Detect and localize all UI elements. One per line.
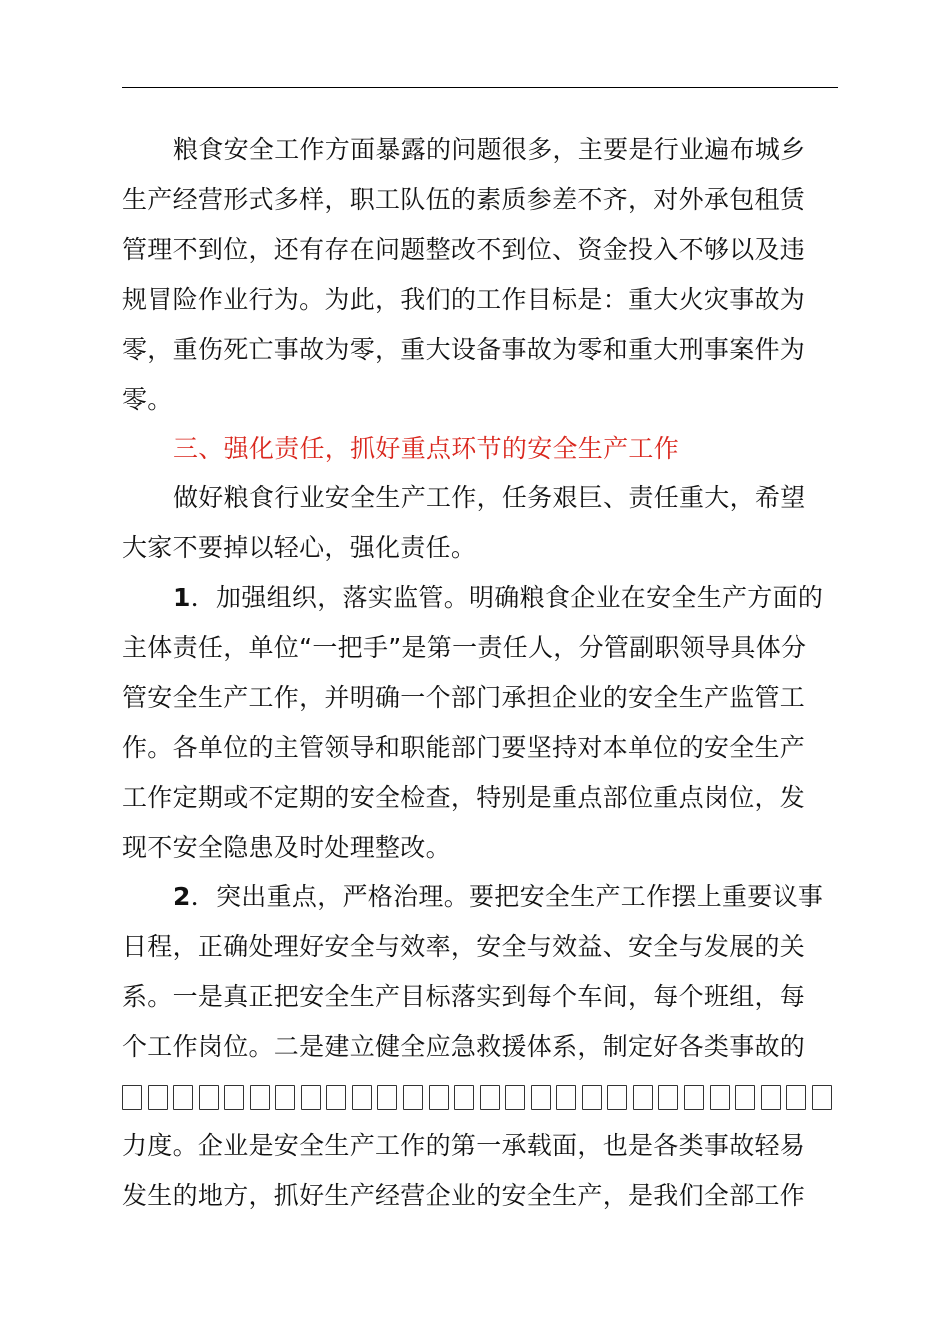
item-number: 2 bbox=[173, 882, 191, 911]
missing-glyph-box bbox=[582, 1085, 602, 1110]
item-text: ．加强组织，落实监管。明确粮食企业在安全生产方面的 bbox=[190, 583, 824, 612]
missing-glyph-box bbox=[429, 1085, 449, 1110]
missing-glyph-box bbox=[173, 1085, 193, 1110]
missing-glyph-box bbox=[403, 1085, 423, 1110]
missing-glyph-box bbox=[761, 1085, 781, 1110]
obscured-text-row bbox=[122, 1080, 832, 1114]
body-line: 工作定期或不定期的安全检查，特别是重点部位重点岗位，发 bbox=[122, 783, 806, 812]
missing-glyph-box bbox=[710, 1085, 730, 1110]
header-rule bbox=[122, 87, 838, 88]
missing-glyph-box bbox=[786, 1085, 806, 1110]
missing-glyph-box bbox=[250, 1085, 270, 1110]
list-item-2-heading bbox=[173, 880, 903, 914]
missing-glyph-box bbox=[735, 1085, 755, 1110]
body-line: 作。各单位的主管领导和职能部门要坚持对本单位的安全生产 bbox=[122, 733, 806, 762]
missing-glyph-box bbox=[454, 1085, 474, 1110]
body-line: 管安全生产工作，并明确一个部门承担企业的安全生产监管工 bbox=[122, 683, 806, 712]
body-line: 发生的地方，抓好生产经营企业的安全生产，是我们全部工作 bbox=[122, 1181, 806, 1210]
missing-glyph-box bbox=[148, 1085, 168, 1110]
missing-glyph-box bbox=[505, 1085, 525, 1110]
missing-glyph-box bbox=[480, 1085, 500, 1110]
body-line: 零。 bbox=[122, 385, 173, 414]
body-line: 系。一是真正把安全生产目标落实到每个车间，每个班组，每 bbox=[122, 982, 806, 1011]
missing-glyph-box bbox=[658, 1085, 678, 1110]
body-line: 管理不到位，还有存在问题整改不到位、资金投入不够以及违 bbox=[122, 235, 806, 264]
body-line: 个工作岗位。二是建立健全应急救援体系，制定好各类事故的 bbox=[122, 1032, 806, 1061]
body-line: 规冒险作业行为。为此，我们的工作目标是：重大火灾事故为 bbox=[122, 285, 806, 314]
missing-glyph-box bbox=[531, 1085, 551, 1110]
body-line: 大家不要掉以轻心，强化责任。 bbox=[122, 533, 477, 562]
body-line: 现不安全隐患及时处理整改。 bbox=[122, 833, 451, 862]
body-line: 生产经营形式多样，职工队伍的素质参差不齐，对外承包租赁 bbox=[122, 185, 806, 214]
missing-glyph-box bbox=[633, 1085, 653, 1110]
body-line: 零，重伤死亡事故为零，重大设备事故为零和重大刑事案件为 bbox=[122, 335, 806, 364]
missing-glyph-box bbox=[377, 1085, 397, 1110]
missing-glyph-box bbox=[199, 1085, 219, 1110]
missing-glyph-box bbox=[352, 1085, 372, 1110]
missing-glyph-box bbox=[301, 1085, 321, 1110]
missing-glyph-box bbox=[556, 1085, 576, 1110]
missing-glyph-box bbox=[684, 1085, 704, 1110]
missing-glyph-box bbox=[224, 1085, 244, 1110]
body-line: 力度。企业是安全生产工作的第一承载面，也是各类事故轻易 bbox=[122, 1131, 806, 1160]
item-text: ．突出重点，严格治理。要把安全生产工作摆上重要议事 bbox=[190, 882, 824, 911]
body-line: 日程，正确处理好安全与效率，安全与效益、安全与发展的关 bbox=[122, 932, 806, 961]
section-heading: 三、强化责任，抓好重点环节的安全生产工作 bbox=[173, 434, 680, 463]
missing-glyph-box bbox=[607, 1085, 627, 1110]
list-item-1-heading bbox=[173, 581, 903, 615]
missing-glyph-box bbox=[275, 1085, 295, 1110]
missing-glyph-box bbox=[812, 1085, 832, 1110]
missing-glyph-box bbox=[122, 1085, 142, 1110]
item-number: 1 bbox=[173, 583, 191, 612]
body-line: 粮食安全工作方面暴露的问题很多，主要是行业遍布城乡 bbox=[173, 135, 806, 164]
body-line: 主体责任，单位“一把手”是第一责任人，分管副职领导具体分 bbox=[122, 633, 807, 662]
body-line: 做好粮食行业安全生产工作，任务艰巨、责任重大，希望 bbox=[173, 483, 806, 512]
missing-glyph-box bbox=[326, 1085, 346, 1110]
